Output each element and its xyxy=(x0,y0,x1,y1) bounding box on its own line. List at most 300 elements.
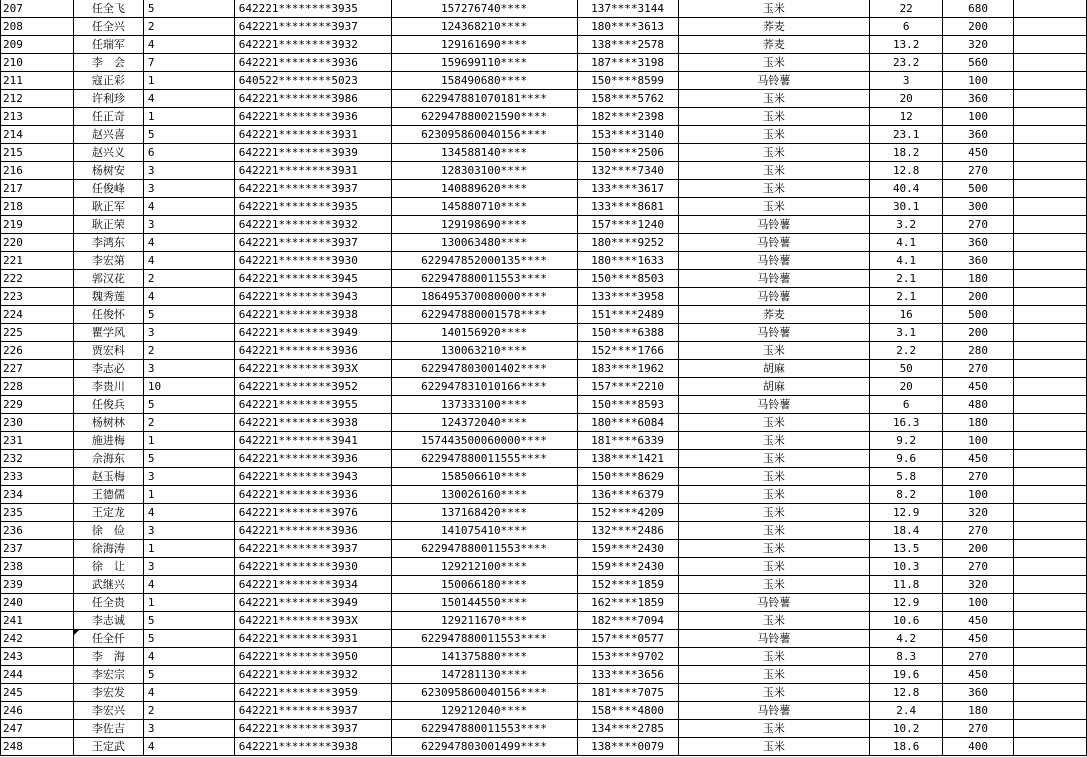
empty-cell[interactable] xyxy=(1014,252,1087,270)
empty-cell[interactable] xyxy=(1014,486,1087,504)
household-size-cell[interactable]: 1 xyxy=(143,594,234,612)
household-size-cell[interactable]: 4 xyxy=(143,684,234,702)
bank-account-cell[interactable]: 128303100**** xyxy=(391,162,577,180)
row-number-cell[interactable]: 238 xyxy=(1,558,74,576)
name-cell[interactable]: 李宏发 xyxy=(73,684,143,702)
id-number-cell[interactable]: 642221********3937 xyxy=(234,234,391,252)
id-number-cell[interactable]: 642221********3935 xyxy=(234,0,391,18)
empty-cell[interactable] xyxy=(1014,162,1087,180)
phone-number-cell[interactable]: 158****4800 xyxy=(577,702,678,720)
name-cell[interactable]: 任全贵 xyxy=(73,594,143,612)
id-number-cell[interactable]: 642221********3931 xyxy=(234,162,391,180)
amount-cell[interactable]: 100 xyxy=(943,72,1014,90)
amount-cell[interactable]: 400 xyxy=(943,738,1014,756)
amount-cell[interactable]: 270 xyxy=(943,468,1014,486)
household-size-cell[interactable]: 6 xyxy=(143,144,234,162)
amount-cell[interactable]: 450 xyxy=(943,612,1014,630)
household-size-cell[interactable]: 3 xyxy=(143,522,234,540)
amount-cell[interactable]: 320 xyxy=(943,36,1014,54)
household-size-cell[interactable]: 4 xyxy=(143,36,234,54)
crop-cell[interactable]: 荞麦 xyxy=(678,18,870,36)
row-number-cell[interactable]: 239 xyxy=(1,576,74,594)
empty-cell[interactable] xyxy=(1014,684,1087,702)
area-cell[interactable]: 2.2 xyxy=(870,342,943,360)
amount-cell[interactable]: 450 xyxy=(943,144,1014,162)
crop-cell[interactable]: 马铃薯 xyxy=(678,324,870,342)
household-size-cell[interactable]: 4 xyxy=(143,234,234,252)
crop-cell[interactable]: 马铃薯 xyxy=(678,702,870,720)
household-size-cell[interactable]: 2 xyxy=(143,18,234,36)
amount-cell[interactable]: 560 xyxy=(943,54,1014,72)
crop-cell[interactable]: 玉米 xyxy=(678,108,870,126)
empty-cell[interactable] xyxy=(1014,720,1087,738)
bank-account-cell[interactable]: 150066180**** xyxy=(391,576,577,594)
row-number-cell[interactable]: 224 xyxy=(1,306,74,324)
row-number-cell[interactable]: 242 xyxy=(1,630,74,648)
area-cell[interactable]: 12.8 xyxy=(870,162,943,180)
phone-number-cell[interactable]: 138****0079 xyxy=(577,738,678,756)
crop-cell[interactable]: 玉米 xyxy=(678,666,870,684)
amount-cell[interactable]: 450 xyxy=(943,378,1014,396)
area-cell[interactable]: 3.2 xyxy=(870,216,943,234)
bank-account-cell[interactable]: 622947831010166**** xyxy=(391,378,577,396)
bank-account-cell[interactable]: 140156920**** xyxy=(391,324,577,342)
id-number-cell[interactable]: 642221********3935 xyxy=(234,198,391,216)
area-cell[interactable]: 9.6 xyxy=(870,450,943,468)
household-size-cell[interactable]: 3 xyxy=(143,216,234,234)
name-cell[interactable]: 任全兴 xyxy=(73,18,143,36)
bank-account-cell[interactable]: 157276740**** xyxy=(391,0,577,18)
row-number-cell[interactable]: 209 xyxy=(1,36,74,54)
crop-cell[interactable]: 玉米 xyxy=(678,468,870,486)
crop-cell[interactable]: 玉米 xyxy=(678,342,870,360)
bank-account-cell[interactable]: 622947880011553**** xyxy=(391,630,577,648)
area-cell[interactable]: 6 xyxy=(870,396,943,414)
crop-cell[interactable]: 胡麻 xyxy=(678,360,870,378)
area-cell[interactable]: 8.3 xyxy=(870,648,943,666)
empty-cell[interactable] xyxy=(1014,450,1087,468)
id-number-cell[interactable]: 642221********3937 xyxy=(234,18,391,36)
bank-account-cell[interactable]: 150144550**** xyxy=(391,594,577,612)
amount-cell[interactable]: 300 xyxy=(943,198,1014,216)
amount-cell[interactable]: 480 xyxy=(943,396,1014,414)
empty-cell[interactable] xyxy=(1014,504,1087,522)
id-number-cell[interactable]: 642221********3939 xyxy=(234,144,391,162)
row-number-cell[interactable]: 231 xyxy=(1,432,74,450)
household-size-cell[interactable]: 3 xyxy=(143,468,234,486)
amount-cell[interactable]: 450 xyxy=(943,630,1014,648)
phone-number-cell[interactable]: 133****3656 xyxy=(577,666,678,684)
empty-cell[interactable] xyxy=(1014,396,1087,414)
area-cell[interactable]: 16.3 xyxy=(870,414,943,432)
bank-account-cell[interactable]: 159699110**** xyxy=(391,54,577,72)
phone-number-cell[interactable]: 159****2430 xyxy=(577,540,678,558)
row-number-cell[interactable]: 228 xyxy=(1,378,74,396)
row-number-cell[interactable]: 240 xyxy=(1,594,74,612)
phone-number-cell[interactable]: 182****7094 xyxy=(577,612,678,630)
id-number-cell[interactable]: 642221********3955 xyxy=(234,396,391,414)
household-size-cell[interactable]: 10 xyxy=(143,378,234,396)
empty-cell[interactable] xyxy=(1014,126,1087,144)
name-cell[interactable]: 李贵川 xyxy=(73,378,143,396)
phone-number-cell[interactable]: 152****1766 xyxy=(577,342,678,360)
phone-number-cell[interactable]: 132****2486 xyxy=(577,522,678,540)
household-size-cell[interactable]: 4 xyxy=(143,288,234,306)
amount-cell[interactable]: 180 xyxy=(943,270,1014,288)
area-cell[interactable]: 19.6 xyxy=(870,666,943,684)
id-number-cell[interactable]: 642221********3943 xyxy=(234,468,391,486)
id-number-cell[interactable]: 642221********3932 xyxy=(234,36,391,54)
row-number-cell[interactable]: 213 xyxy=(1,108,74,126)
row-number-cell[interactable]: 229 xyxy=(1,396,74,414)
row-number-cell[interactable]: 246 xyxy=(1,702,74,720)
crop-cell[interactable]: 玉米 xyxy=(678,180,870,198)
crop-cell[interactable]: 玉米 xyxy=(678,198,870,216)
name-cell[interactable]: 佘海东 xyxy=(73,450,143,468)
empty-cell[interactable] xyxy=(1014,342,1087,360)
id-number-cell[interactable]: 642221********3936 xyxy=(234,522,391,540)
crop-cell[interactable]: 马铃薯 xyxy=(678,252,870,270)
id-number-cell[interactable]: 642221********3937 xyxy=(234,180,391,198)
row-number-cell[interactable]: 219 xyxy=(1,216,74,234)
row-number-cell[interactable]: 210 xyxy=(1,54,74,72)
name-cell[interactable]: 瞿学风 xyxy=(73,324,143,342)
empty-cell[interactable] xyxy=(1014,360,1087,378)
phone-number-cell[interactable]: 150****8629 xyxy=(577,468,678,486)
bank-account-cell[interactable]: 622947880011553**** xyxy=(391,720,577,738)
household-size-cell[interactable]: 5 xyxy=(143,612,234,630)
empty-cell[interactable] xyxy=(1014,378,1087,396)
area-cell[interactable]: 18.6 xyxy=(870,738,943,756)
id-number-cell[interactable]: 642221********3932 xyxy=(234,666,391,684)
phone-number-cell[interactable]: 153****9702 xyxy=(577,648,678,666)
row-number-cell[interactable]: 234 xyxy=(1,486,74,504)
phone-number-cell[interactable]: 133****8681 xyxy=(577,198,678,216)
area-cell[interactable]: 4.1 xyxy=(870,234,943,252)
amount-cell[interactable]: 450 xyxy=(943,450,1014,468)
row-number-cell[interactable]: 232 xyxy=(1,450,74,468)
area-cell[interactable]: 4.2 xyxy=(870,630,943,648)
household-size-cell[interactable]: 3 xyxy=(143,180,234,198)
area-cell[interactable]: 18.4 xyxy=(870,522,943,540)
empty-cell[interactable] xyxy=(1014,36,1087,54)
empty-cell[interactable] xyxy=(1014,90,1087,108)
name-cell[interactable]: 徐 让 xyxy=(73,558,143,576)
empty-cell[interactable] xyxy=(1014,540,1087,558)
phone-number-cell[interactable]: 180****9252 xyxy=(577,234,678,252)
crop-cell[interactable]: 马铃薯 xyxy=(678,234,870,252)
crop-cell[interactable]: 玉米 xyxy=(678,450,870,468)
bank-account-cell[interactable]: 622947880011553**** xyxy=(391,270,577,288)
bank-account-cell[interactable]: 622947852000135**** xyxy=(391,252,577,270)
id-number-cell[interactable]: 642221********3936 xyxy=(234,342,391,360)
area-cell[interactable]: 12 xyxy=(870,108,943,126)
id-number-cell[interactable]: 642221********3952 xyxy=(234,378,391,396)
row-number-cell[interactable]: 225 xyxy=(1,324,74,342)
area-cell[interactable]: 11.8 xyxy=(870,576,943,594)
row-number-cell[interactable]: 245 xyxy=(1,684,74,702)
empty-cell[interactable] xyxy=(1014,432,1087,450)
area-cell[interactable]: 12.9 xyxy=(870,504,943,522)
bank-account-cell[interactable]: 147281130**** xyxy=(391,666,577,684)
crop-cell[interactable]: 玉米 xyxy=(678,54,870,72)
name-cell[interactable]: 徐海涛 xyxy=(73,540,143,558)
bank-account-cell[interactable]: 622947803001402**** xyxy=(391,360,577,378)
row-number-cell[interactable]: 217 xyxy=(1,180,74,198)
phone-number-cell[interactable]: 158****5762 xyxy=(577,90,678,108)
phone-number-cell[interactable]: 152****4209 xyxy=(577,504,678,522)
name-cell[interactable]: 王德儒 xyxy=(73,486,143,504)
crop-cell[interactable]: 马铃薯 xyxy=(678,72,870,90)
area-cell[interactable]: 2.4 xyxy=(870,702,943,720)
empty-cell[interactable] xyxy=(1014,576,1087,594)
bank-account-cell[interactable]: 622947880011553**** xyxy=(391,540,577,558)
empty-cell[interactable] xyxy=(1014,180,1087,198)
amount-cell[interactable]: 360 xyxy=(943,90,1014,108)
name-cell[interactable]: 王定龙 xyxy=(73,504,143,522)
row-number-cell[interactable]: 237 xyxy=(1,540,74,558)
phone-number-cell[interactable]: 150****2506 xyxy=(577,144,678,162)
phone-number-cell[interactable]: 138****1421 xyxy=(577,450,678,468)
phone-number-cell[interactable]: 181****6339 xyxy=(577,432,678,450)
phone-number-cell[interactable]: 134****2785 xyxy=(577,720,678,738)
name-cell[interactable]: 杨树安 xyxy=(73,162,143,180)
crop-cell[interactable]: 马铃薯 xyxy=(678,270,870,288)
id-number-cell[interactable]: 642221********3938 xyxy=(234,306,391,324)
id-number-cell[interactable]: 642221********3937 xyxy=(234,540,391,558)
bank-account-cell[interactable]: 137333100**** xyxy=(391,396,577,414)
household-size-cell[interactable]: 4 xyxy=(143,252,234,270)
name-cell[interactable]: 李志必 xyxy=(73,360,143,378)
phone-number-cell[interactable]: 133****3617 xyxy=(577,180,678,198)
crop-cell[interactable]: 玉米 xyxy=(678,540,870,558)
row-number-cell[interactable]: 236 xyxy=(1,522,74,540)
crop-cell[interactable]: 玉米 xyxy=(678,126,870,144)
household-size-cell[interactable]: 1 xyxy=(143,540,234,558)
row-number-cell[interactable]: 248 xyxy=(1,738,74,756)
row-number-cell[interactable]: 222 xyxy=(1,270,74,288)
phone-number-cell[interactable]: 153****3140 xyxy=(577,126,678,144)
row-number-cell[interactable]: 230 xyxy=(1,414,74,432)
id-number-cell[interactable]: 642221********3936 xyxy=(234,450,391,468)
household-size-cell[interactable]: 2 xyxy=(143,414,234,432)
name-cell[interactable]: 任俊怀 xyxy=(73,306,143,324)
bank-account-cell[interactable]: 130026160**** xyxy=(391,486,577,504)
name-cell[interactable]: 任全仟 xyxy=(73,630,143,648)
household-size-cell[interactable]: 2 xyxy=(143,342,234,360)
row-number-cell[interactable]: 207 xyxy=(1,0,74,18)
phone-number-cell[interactable]: 157****0577 xyxy=(577,630,678,648)
area-cell[interactable]: 2.1 xyxy=(870,288,943,306)
area-cell[interactable]: 40.4 xyxy=(870,180,943,198)
id-number-cell[interactable]: 642221********3950 xyxy=(234,648,391,666)
empty-cell[interactable] xyxy=(1014,216,1087,234)
phone-number-cell[interactable]: 150****8593 xyxy=(577,396,678,414)
row-number-cell[interactable]: 218 xyxy=(1,198,74,216)
name-cell[interactable]: 许利珍 xyxy=(73,90,143,108)
row-number-cell[interactable]: 223 xyxy=(1,288,74,306)
phone-number-cell[interactable]: 181****7075 xyxy=(577,684,678,702)
crop-cell[interactable]: 玉米 xyxy=(678,144,870,162)
empty-cell[interactable] xyxy=(1014,288,1087,306)
name-cell[interactable]: 武继兴 xyxy=(73,576,143,594)
phone-number-cell[interactable]: 150****6388 xyxy=(577,324,678,342)
crop-cell[interactable]: 玉米 xyxy=(678,576,870,594)
id-number-cell[interactable]: 642221********3936 xyxy=(234,54,391,72)
empty-cell[interactable] xyxy=(1014,468,1087,486)
row-number-cell[interactable]: 235 xyxy=(1,504,74,522)
empty-cell[interactable] xyxy=(1014,198,1087,216)
name-cell[interactable]: 赵玉梅 xyxy=(73,468,143,486)
name-cell[interactable]: 赵兴喜 xyxy=(73,126,143,144)
crop-cell[interactable]: 玉米 xyxy=(678,486,870,504)
phone-number-cell[interactable]: 159****2430 xyxy=(577,558,678,576)
area-cell[interactable]: 12.8 xyxy=(870,684,943,702)
name-cell[interactable]: 李宏宗 xyxy=(73,666,143,684)
name-cell[interactable]: 任俊峰 xyxy=(73,180,143,198)
amount-cell[interactable]: 360 xyxy=(943,252,1014,270)
amount-cell[interactable]: 270 xyxy=(943,360,1014,378)
bank-account-cell[interactable]: 141375880**** xyxy=(391,648,577,666)
crop-cell[interactable]: 玉米 xyxy=(678,162,870,180)
name-cell[interactable]: 李鸿东 xyxy=(73,234,143,252)
id-number-cell[interactable]: 642221********3930 xyxy=(234,252,391,270)
amount-cell[interactable]: 360 xyxy=(943,234,1014,252)
name-cell[interactable]: 任俊兵 xyxy=(73,396,143,414)
household-size-cell[interactable]: 2 xyxy=(143,702,234,720)
amount-cell[interactable]: 270 xyxy=(943,720,1014,738)
empty-cell[interactable] xyxy=(1014,306,1087,324)
crop-cell[interactable]: 玉米 xyxy=(678,684,870,702)
area-cell[interactable]: 23.1 xyxy=(870,126,943,144)
empty-cell[interactable] xyxy=(1014,54,1087,72)
phone-number-cell[interactable]: 182****2398 xyxy=(577,108,678,126)
area-cell[interactable]: 23.2 xyxy=(870,54,943,72)
area-cell[interactable]: 20 xyxy=(870,90,943,108)
id-number-cell[interactable]: 642221********3934 xyxy=(234,576,391,594)
crop-cell[interactable]: 玉米 xyxy=(678,648,870,666)
id-number-cell[interactable]: 642221********3932 xyxy=(234,216,391,234)
empty-cell[interactable] xyxy=(1014,558,1087,576)
bank-account-cell[interactable]: 158506610**** xyxy=(391,468,577,486)
name-cell[interactable]: 耿正荣 xyxy=(73,216,143,234)
area-cell[interactable]: 10.3 xyxy=(870,558,943,576)
household-size-cell[interactable]: 3 xyxy=(143,162,234,180)
bank-account-cell[interactable]: 140889620**** xyxy=(391,180,577,198)
name-cell[interactable]: 徐 俭 xyxy=(73,522,143,540)
crop-cell[interactable]: 玉米 xyxy=(678,414,870,432)
area-cell[interactable]: 10.6 xyxy=(870,612,943,630)
bank-account-cell[interactable]: 623095860040156**** xyxy=(391,126,577,144)
amount-cell[interactable]: 280 xyxy=(943,342,1014,360)
row-number-cell[interactable]: 233 xyxy=(1,468,74,486)
name-cell[interactable]: 任正奇 xyxy=(73,108,143,126)
area-cell[interactable]: 5.8 xyxy=(870,468,943,486)
amount-cell[interactable]: 270 xyxy=(943,216,1014,234)
crop-cell[interactable]: 玉米 xyxy=(678,720,870,738)
phone-number-cell[interactable]: 187****3198 xyxy=(577,54,678,72)
row-number-cell[interactable]: 244 xyxy=(1,666,74,684)
bank-account-cell[interactable]: 129212040**** xyxy=(391,702,577,720)
household-size-cell[interactable]: 5 xyxy=(143,396,234,414)
household-size-cell[interactable]: 4 xyxy=(143,648,234,666)
bank-account-cell[interactable]: 157443500060000**** xyxy=(391,432,577,450)
bank-account-cell[interactable]: 124372040**** xyxy=(391,414,577,432)
row-number-cell[interactable]: 220 xyxy=(1,234,74,252)
crop-cell[interactable]: 马铃薯 xyxy=(678,630,870,648)
crop-cell[interactable]: 胡麻 xyxy=(678,378,870,396)
household-size-cell[interactable]: 4 xyxy=(143,90,234,108)
id-number-cell[interactable]: 642221********3937 xyxy=(234,720,391,738)
row-number-cell[interactable]: 211 xyxy=(1,72,74,90)
bank-account-cell[interactable]: 186495370080000**** xyxy=(391,288,577,306)
area-cell[interactable]: 20 xyxy=(870,378,943,396)
household-size-cell[interactable]: 7 xyxy=(143,54,234,72)
area-cell[interactable]: 3.1 xyxy=(870,324,943,342)
amount-cell[interactable]: 200 xyxy=(943,540,1014,558)
household-size-cell[interactable]: 4 xyxy=(143,198,234,216)
household-size-cell[interactable]: 3 xyxy=(143,360,234,378)
crop-cell[interactable]: 马铃薯 xyxy=(678,288,870,306)
amount-cell[interactable]: 200 xyxy=(943,288,1014,306)
household-size-cell[interactable]: 2 xyxy=(143,270,234,288)
household-size-cell[interactable]: 4 xyxy=(143,504,234,522)
bank-account-cell[interactable]: 622947803001499**** xyxy=(391,738,577,756)
area-cell[interactable]: 13.2 xyxy=(870,36,943,54)
bank-account-cell[interactable]: 129212100**** xyxy=(391,558,577,576)
id-number-cell[interactable]: 642221********393X xyxy=(234,612,391,630)
amount-cell[interactable]: 500 xyxy=(943,180,1014,198)
id-number-cell[interactable]: 642221********3943 xyxy=(234,288,391,306)
bank-account-cell[interactable]: 129198690**** xyxy=(391,216,577,234)
name-cell[interactable]: 魏秀莲 xyxy=(73,288,143,306)
name-cell[interactable]: 耿正军 xyxy=(73,198,143,216)
phone-number-cell[interactable]: 180****3613 xyxy=(577,18,678,36)
household-size-cell[interactable]: 3 xyxy=(143,324,234,342)
amount-cell[interactable]: 320 xyxy=(943,576,1014,594)
bank-account-cell[interactable]: 130063480**** xyxy=(391,234,577,252)
crop-cell[interactable]: 马铃薯 xyxy=(678,594,870,612)
empty-cell[interactable] xyxy=(1014,522,1087,540)
area-cell[interactable]: 16 xyxy=(870,306,943,324)
row-number-cell[interactable]: 208 xyxy=(1,18,74,36)
id-number-cell[interactable]: 642221********3986 xyxy=(234,90,391,108)
empty-cell[interactable] xyxy=(1014,324,1087,342)
empty-cell[interactable] xyxy=(1014,702,1087,720)
amount-cell[interactable]: 100 xyxy=(943,486,1014,504)
bank-account-cell[interactable]: 130063210**** xyxy=(391,342,577,360)
empty-cell[interactable] xyxy=(1014,612,1087,630)
id-number-cell[interactable]: 642221********3959 xyxy=(234,684,391,702)
crop-cell[interactable]: 玉米 xyxy=(678,90,870,108)
phone-number-cell[interactable]: 137****3144 xyxy=(577,0,678,18)
name-cell[interactable]: 赵兴义 xyxy=(73,144,143,162)
row-number-cell[interactable]: 226 xyxy=(1,342,74,360)
empty-cell[interactable] xyxy=(1014,234,1087,252)
bank-account-cell[interactable]: 141075410**** xyxy=(391,522,577,540)
area-cell[interactable]: 4.1 xyxy=(870,252,943,270)
phone-number-cell[interactable]: 151****2489 xyxy=(577,306,678,324)
row-number-cell[interactable]: 215 xyxy=(1,144,74,162)
bank-account-cell[interactable]: 134588140**** xyxy=(391,144,577,162)
name-cell[interactable]: 郭汉花 xyxy=(73,270,143,288)
id-number-cell[interactable]: 642221********3945 xyxy=(234,270,391,288)
crop-cell[interactable]: 荞麦 xyxy=(678,36,870,54)
bank-account-cell[interactable]: 145880710**** xyxy=(391,198,577,216)
area-cell[interactable]: 3 xyxy=(870,72,943,90)
crop-cell[interactable]: 玉米 xyxy=(678,738,870,756)
amount-cell[interactable]: 180 xyxy=(943,414,1014,432)
